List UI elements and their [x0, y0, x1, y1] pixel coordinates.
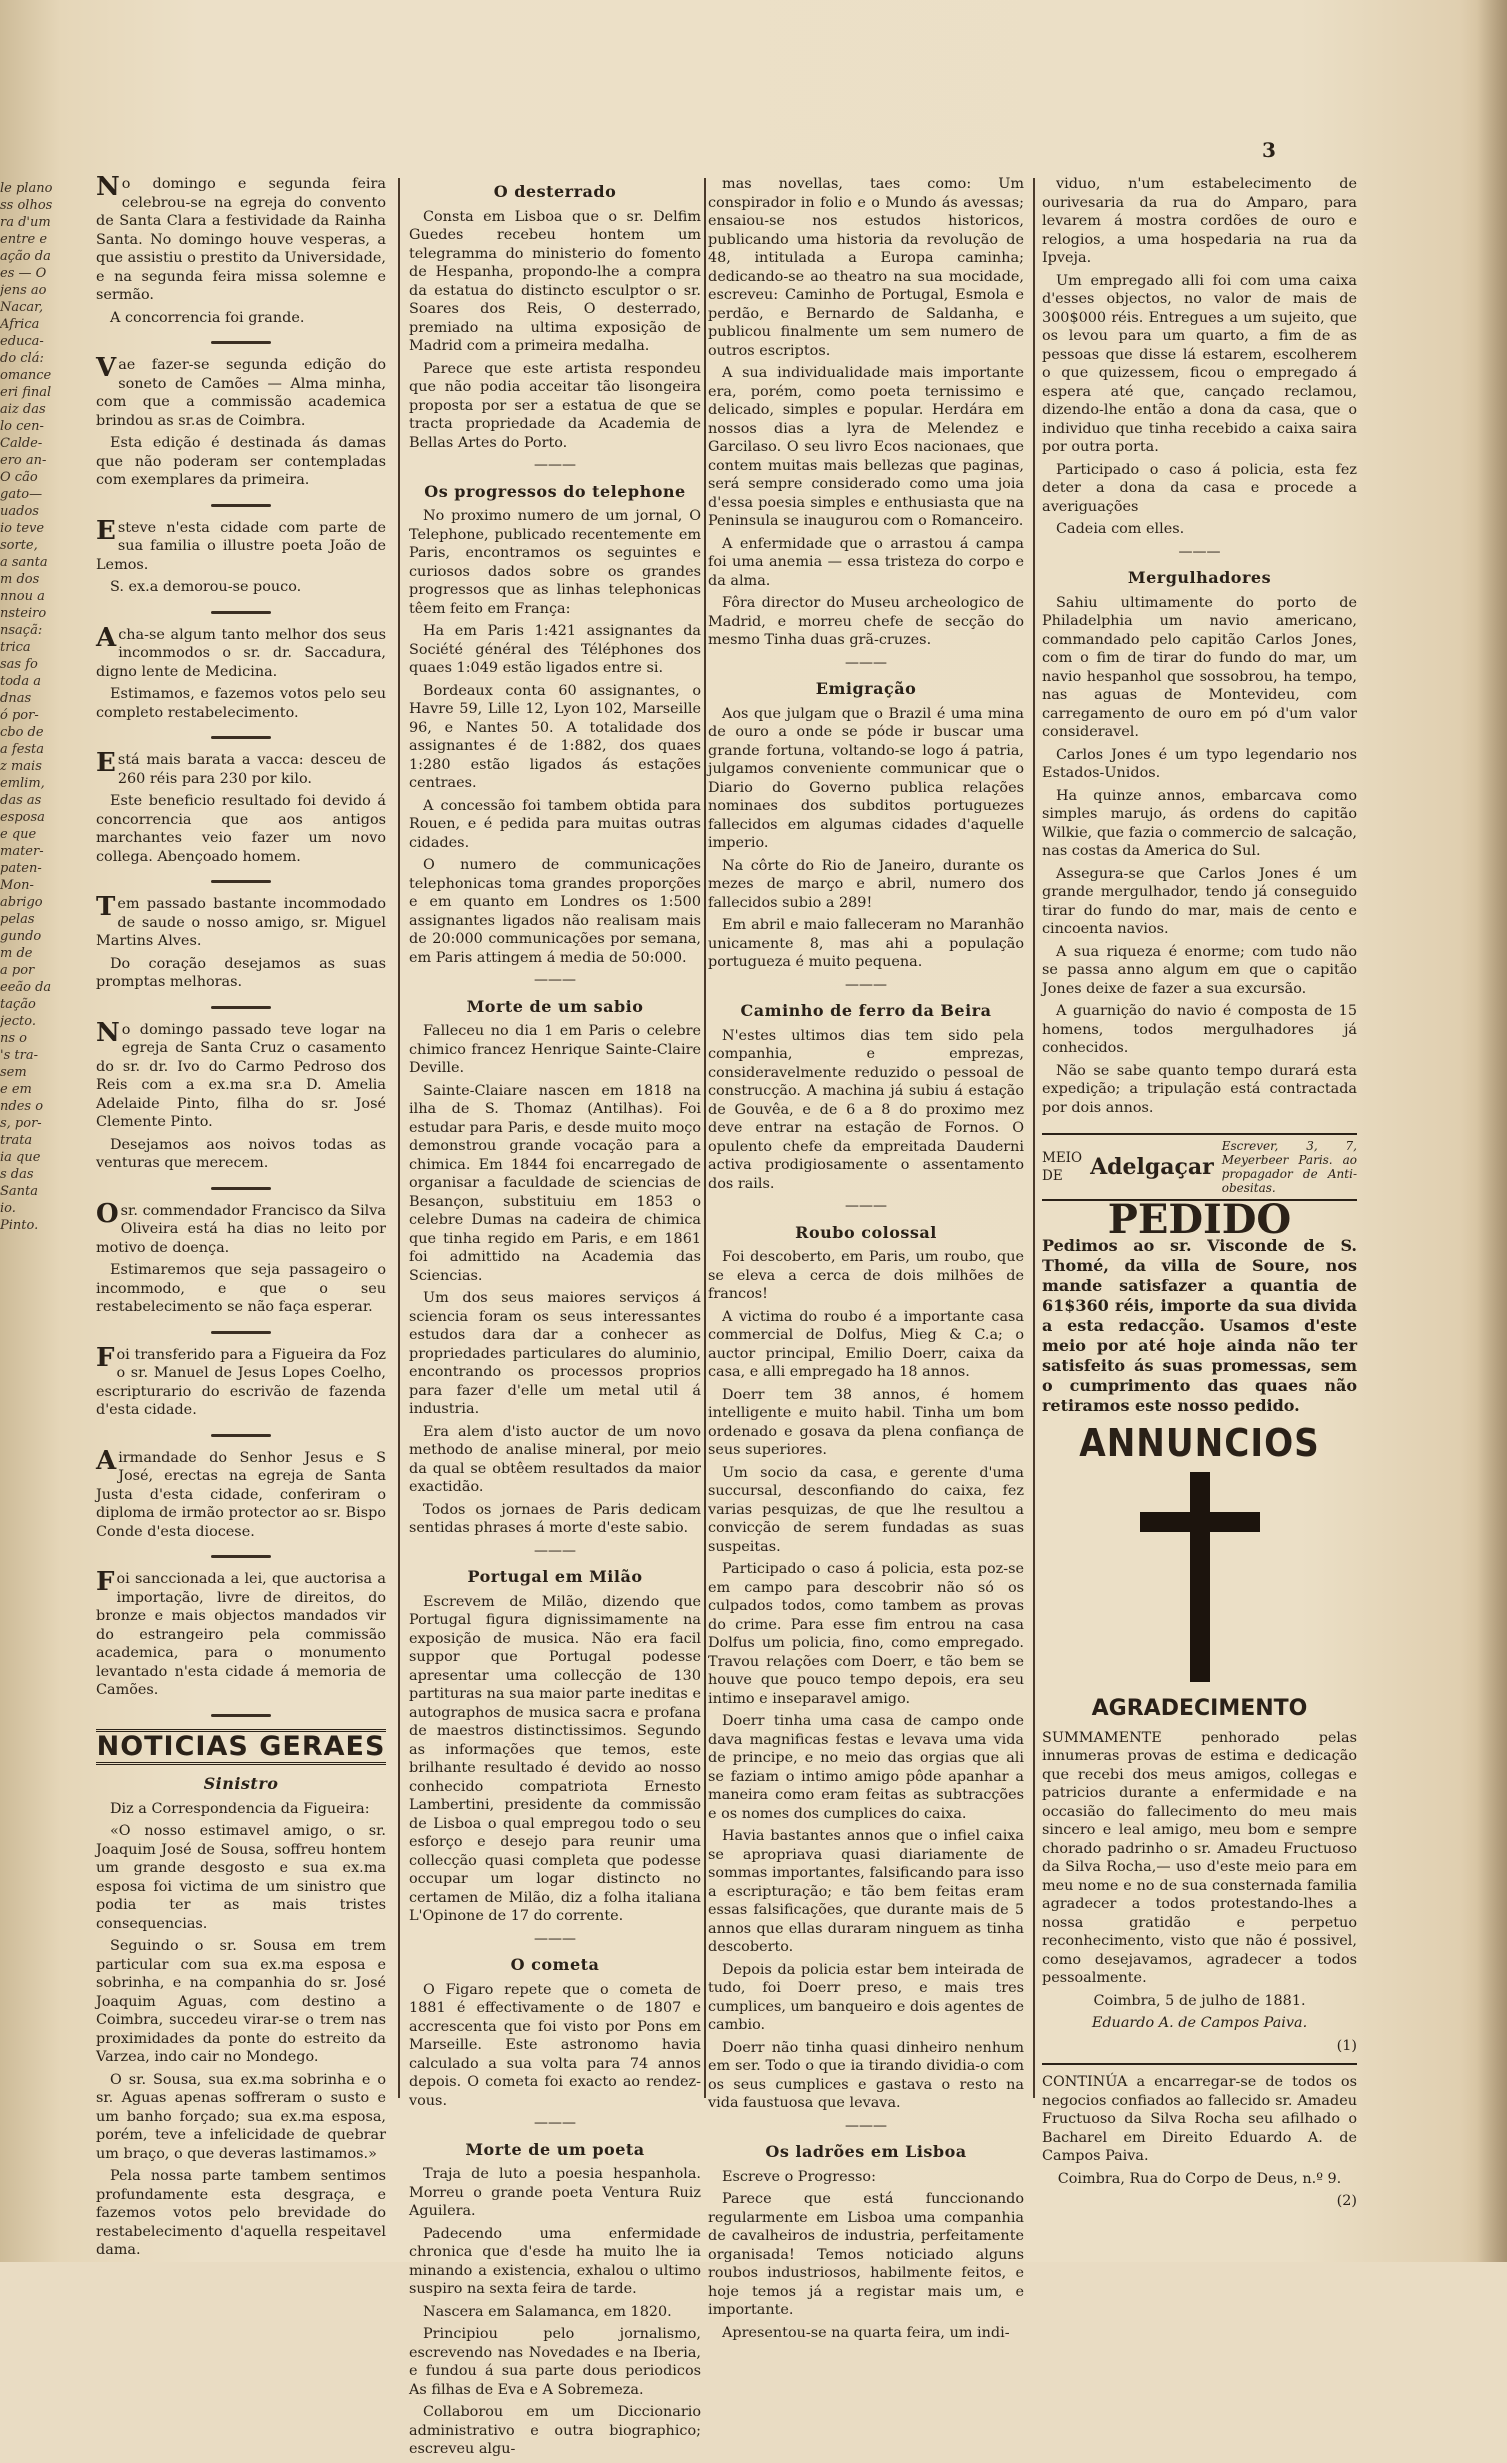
separator-flourish: [211, 1331, 271, 1334]
notice-body: cha-se algum tanto melhor dos seus incommodos o sr. dr. Saccadura, digno lente de Medicina.: [96, 626, 386, 680]
left-strip-fragment: eri final: [0, 385, 52, 400]
sinistro-paragraph: O sr. Sousa, sua ex.ma sobrinha e o sr. Aguas apenas soffreram o susto e um banho forçado; sua ex.ma esposa, porém, teve a infelicidade de quebrar um braço, o que deveras lastimamos.»: [96, 2071, 386, 2162]
left-strip-fragment: sem: [0, 1065, 27, 1080]
notice-body: em passado bastante incommodado de saude o nosso amigo, sr. Miguel Martins Alves.: [96, 896, 386, 949]
left-strip-fragment: trica: [0, 640, 31, 655]
article-paragraph: A victima do roubo é a importante casa commercial de Dolfus, Mieg & C.a; o auctor principal, Emilio Doerr, caixa da casa, e alli empregado ha 18 annos.: [708, 1308, 1024, 1380]
poeta-continued-paragraph: A sua individualidade mais importante era, porém, como poeta ternissimo e delicado, simples e popular. Herdára em nossos dias a lyra de Melendez e Garcilaso. O seu livro Ecos nacionaes, que contem muitas mais bellezas que paginas, será sempre considerado como uma joia d'essa poesia simples e enthusiasta que na Peninsula se inaugurou com o Romanceiro.: [708, 365, 1024, 529]
separator-flourish: [211, 880, 271, 883]
separator: ———: [845, 2117, 887, 2134]
left-strip-fragment: Calde-: [0, 436, 43, 451]
divider: [1042, 2063, 1357, 2065]
article-paragraph: Era alem d'isto auctor de um novo methodo de analise mineral, por meio da qual se obtêem resultados da maior exactidão.: [409, 1423, 701, 1495]
notice-text: [96, 622, 386, 682]
left-strip-fragment: sorte,: [0, 538, 38, 553]
article-title-mergulhadores: Mergulhadores: [1127, 568, 1272, 587]
article-paragraph: Havia bastantes annos que o infiel caixa se apropriava quasi diariamente de sommas importantes, falsificando para isso a escripturação; e tão bem feitas eram essas falsificações, que durante mais de 5 annos que ellas duraram ninguem as tinha descoberto.: [708, 1828, 1024, 1955]
separator: ———: [845, 976, 887, 993]
left-strip-fragment: sas fo: [0, 657, 38, 672]
article-title: O desterrado: [493, 182, 617, 201]
notice-body: oi transferido para a Figueira da Foz o sr. Manuel de Jesus Lopes Coelho, escripturario do escrivão de fazenda d'esta cidade.: [96, 1346, 386, 1418]
adelgacar-ad: [1042, 1133, 1357, 1201]
left-strip-fragment: gato—: [0, 487, 43, 502]
article-paragraph: Consta em Lisboa que o sr. Delfim Guedes recebeu hontem um telegramma do ministerio do fomento de Hespanha, propondo-lhe a compra da estatua do distincto esculptor o sr. Soares dos Reis, O desterrado, premiado na ultima exposição de Madrid com a primeira medalha.: [409, 208, 701, 354]
local-notice: [96, 622, 386, 723]
mourning-cross-icon: [1140, 1472, 1260, 1682]
left-strip-fragment: uados: [0, 504, 39, 519]
article-paragraph: Escreve o Progresso:: [722, 2168, 876, 2185]
left-strip-fragment: esposa: [0, 810, 45, 825]
left-strip-fragment: io teve: [0, 521, 45, 536]
separator: ———: [534, 1930, 576, 1947]
left-strip-fragment: e que: [0, 827, 37, 842]
separator: ———: [534, 2115, 576, 2131]
separator-flourish: [211, 736, 271, 739]
left-strip-fragment: dnas: [0, 691, 32, 706]
left-strip-fragment: toda a: [0, 674, 42, 689]
left-strip-fragment: ra d'um: [0, 215, 51, 230]
local-notice: [96, 515, 386, 597]
left-strip-fragment: emlim,: [0, 776, 45, 791]
article-paragraph: Apresentou-se na quarta feira, um indi-: [722, 2324, 1010, 2341]
left-strip-fragment: entre e: [0, 232, 48, 247]
drop-cap: A: [96, 622, 117, 653]
left-strip-fragment: s das: [0, 1167, 34, 1182]
ourivesaria-paragraph: Cadeia com elles.: [1056, 521, 1185, 537]
notice-extra: Estimaremos que seja passageiro o incommodo, e que o seu restabelecimento se não faça esperar.: [96, 1262, 386, 1315]
drop-cap: N: [96, 1017, 120, 1048]
left-strip-fragment: m dos: [0, 572, 40, 587]
pedido-text: Pedimos ao sr. Visconde de S. Thomé, da villa de Soure, nos mande satisfazer a quantia de 61$360 réis, importe da sua divida a esta redacção. Usamos d'este meio por até hoje ainda não ter satisfeito ás suas promessas, sem o cumprimento das quaes não retiramos este nosso pedido.: [1042, 1235, 1357, 1415]
left-strip-fragment: es — O: [0, 266, 47, 281]
left-strip-fragment: trata: [0, 1133, 33, 1148]
article-title: Os ladrões em Lisboa: [765, 2142, 967, 2161]
left-strip-fragment: tação: [0, 997, 36, 1012]
sinistro-paragraph: «O nosso estimavel amigo, o sr. Joaquim José de Sousa, soffreu hontem um grande desgosto e sua ex.ma esposa foi victima de um sinistro que podia ter as mais tristes consequencias.: [96, 1823, 386, 1932]
left-strip-fragment: abrigo: [0, 895, 43, 910]
local-notice: [96, 1567, 386, 1700]
article-paragraph: Escrevem de Milão, dizendo que Portugal figura dignissimamente na exposição de musica. Não era facil suppor que Portugal podesse apresentar uma collecção de 130 partituras na sua maior parte ineditas e autographos de musica sacra e profana de maestros distinctissimos. Segundo as informações que temos, este brilhante resultado é devido ao nosso conhecido compatriota Ernesto Lambertini, presidente da commissão de Lisboa o qual empregou todo o seu esforço e desejo para reunir uma collecção quasi completa que podesse occupar um logar distincto no certamen de Milão, diz a folha italiana L'Opinone de 17 do corrente.: [409, 1593, 701, 1924]
notice-text: [96, 748, 386, 788]
pedido-title: PEDIDO: [1107, 1196, 1292, 1243]
left-strip-fragment: Africa: [0, 317, 40, 332]
column-rule-2: [704, 178, 706, 2098]
article-paragraph: Collaborou em um Diccionario administrativo e outra biographico; escreveu algu-: [409, 2404, 701, 2457]
article-paragraph: Participado o caso á policia, esta poz-se em campo para descobrir não só os culpados todos, como tambem as provas do crime. Para esse fim entrou na casa Dolfus um policia, fino, como empregado. Travou relações com Doerr, e tão bem se houve que pouco tempo depois, era seu intimo e inseparavel amigo.: [708, 1561, 1024, 1707]
drop-cap: A: [96, 1445, 117, 1476]
left-strip-fragment: educa-: [0, 334, 44, 349]
poeta-continued-paragraph: A enfermidade que o arrastou á campa foi uma anemia — essa tristeza do corpo e da alma.: [708, 535, 1024, 589]
left-strip-fragment: z mais: [0, 759, 42, 774]
left-strip-fragment: paten-: [0, 861, 42, 876]
agradecimento-number: (1): [1336, 2037, 1357, 2054]
left-strip-fragment: ss olhos: [0, 198, 53, 213]
article-paragraph: Na côrte do Rio de Janeiro, durante os mezes de março e abril, numero dos fallecidos subio a 289!: [708, 857, 1024, 911]
mergulhadores-paragraph: Assegura-se que Carlos Jones é um grande mergulhador, tendo já conseguido tirar do fundo do mar, mais de cento e cincoenta navios.: [1042, 865, 1357, 937]
left-strip-fragment: aiz das: [0, 402, 46, 417]
article-paragraph: Sainte-Claiare nascen em 1818 na ilha de S. Thomaz (Antilhas). Foi estudar para Paris, e desde muito moço demonstrou grande vocação para a chimica. Em 1844 foi encarregado de organisar a faculdade de sciencias de Besançon, substituiu em 1853 o celebre Dumas na cadeira de chimica que tinha regido em Paris, e em 1861 foi admittido na Academia das Sciencias.: [409, 1082, 701, 1284]
separator: ———: [534, 972, 576, 988]
separator: ———: [534, 1542, 576, 1559]
notice-extra: Do coração desejamos as suas promptas melhoras.: [96, 955, 386, 990]
left-strip-fragment: O cão: [0, 470, 38, 485]
article-title: Portugal em Milão: [467, 1567, 643, 1586]
local-notice: [96, 1017, 386, 1173]
article-title: O cometa: [510, 1955, 600, 1974]
article-paragraph: N'estes ultimos dias tem sido pela companhia, e emprezas, consideravelmente reduzido o pessoal de construcção. A machina já subiu á estação de Gouvêa, e de 6 a 8 do proximo mez deve entrar na estação de Fornos. O opulento chefe da empreitada Dauderni activa prodigiosamente o assentamento dos rails.: [708, 1027, 1024, 1192]
ad-prefix: MEIO DE: [1042, 1149, 1083, 1184]
separator-flourish: [211, 1714, 271, 1717]
notice-text: [96, 515, 386, 575]
left-strip-fragment: Santa: [0, 1184, 39, 1199]
notice-body: o domingo passado teve logar na egreja de Santa Cruz o casamento do sr. dr. Ivo do Carmo Pedroso dos Reis com a ex.ma sr.a D. Amelia Adelaide Pinto, filha do sr. José Clemente Pinto.: [96, 1021, 386, 1130]
article-paragraph: Aos que julgam que o Brazil é uma mina de ouro a onde se póde ir buscar uma grande fortuna, voltando-se logo á patria, julgamos conveniente communicar que o Diario do Governo publica relações nominaes dos subditos portuguezes fallecidos em algumas cidades d'aquelle imperio.: [708, 705, 1024, 851]
local-notice: [96, 353, 386, 490]
left-strip-fragment: Nacar,: [0, 300, 44, 315]
article-paragraph: Padecendo uma enfermidade chronica que d'esde ha muito lhe ia minando a existencia, exhalou o ultimo suspiro na sexta feira de tarde.: [409, 2225, 701, 2297]
left-strip-fragment: Mon-: [0, 878, 34, 893]
left-strip-fragment: nnou a: [0, 589, 45, 604]
article-paragraph: O Figaro repete que o cometa de 1881 é effectivamente o de 1807 e accrescenta que foi visto por Pons em Marseille. Este astronomo havia calculado a sua volta para 74 annos depois. O cometa foi exacto ao rendez-vous.: [409, 1981, 701, 2109]
left-strip-fragment: ndes o: [0, 1099, 44, 1114]
agradecimento-text: SUMMAMENTE penhorado pelas innumeras provas de estima e dedicação que recebi dos meus amigos, collegas e patricios durante a enfermidade e na occasião do fallecimento do meu mais sincero e leal amigo, meu bom e sempre chorado padrinho o sr. Amadeu Fructuoso da Silva Rocha,— uso d'este meio para em meu nome e no de sua consternada familia agradecer a todos protestando-lhes a nossa gratidão e perpetuo reconhecimento, visto que não é possivel, como desejavamos, agradecer a todos pessoalmente.: [1042, 1729, 1357, 1986]
separator-flourish: [211, 1555, 271, 1558]
drop-cap: N: [96, 172, 120, 202]
notice-body: steve n'esta cidade com parte de sua familia o illustre poeta João de Lemos.: [96, 519, 386, 573]
article-title: Morte de um poeta: [465, 2139, 645, 2159]
mergulhadores-paragraph: Carlos Jones é um typo legendario nos Estados-Unidos.: [1042, 746, 1357, 781]
left-strip-fragment: pelas: [0, 912, 35, 927]
poeta-continued-paragraph: Fôra director do Museu archeologico de Madrid, e morreu chefe de secção do mesmo Tinha duas grã-cruzes.: [708, 595, 1024, 648]
article-paragraph: Todos os jornaes de Paris dedicam sentidas phrases á morte d'este sabio.: [409, 1501, 701, 1536]
left-strip-fragment: nsaçã:: [0, 623, 43, 638]
notice-extra: Este beneficio resultado foi devido á concorrencia que aos antigos marchantes veio fazer um novo collega. Abençoado homem.: [96, 793, 386, 865]
notice-extra: Estimamos, e fazemos votos pelo seu completo restabelecimento.: [96, 686, 386, 721]
sinistro-paragraph: Seguindo o sr. Sousa em trem particular com sua ex.ma esposa e sobrinha, e na companhia do sr. José Joaquim Aguas, com destino a Coimbra, succedeu virar-se o trem nas proximidades da ponte do estreito da Varzea, indo cair no Mondego.: [96, 1938, 386, 2065]
final-ad-number: (2): [1336, 2193, 1357, 2209]
separator-flourish: [211, 611, 271, 614]
ourivesaria-paragraph: Participado o caso á policia, esta fez deter a dona da casa e procede a averiguações: [1042, 461, 1357, 515]
column-rule-1: [398, 178, 400, 2098]
left-strip-fragment: m de: [0, 946, 33, 961]
drop-cap: V: [96, 353, 117, 383]
ourivesaria-paragraph: viduo, n'um estabelecimento de ourivesaria da rua do Amparo, para levarem á mostra cordões de ouro e relogios, a uma hospedaria na rua da Ipveja.: [1042, 176, 1357, 266]
notice-extra: S. ex.a demorou-se pouco.: [110, 579, 302, 595]
sinistro-intro: Diz a Correspondencia da Figueira:: [110, 1800, 370, 1817]
article-paragraph: O numero de communicações telephonicas toma grandes proporções e em quanto em Londres os 1:500 assignantes ligados não realisam mais de 20:000 communicações por semana, em Paris attingem á media de 50:000.: [409, 857, 701, 966]
local-notice: [96, 748, 386, 866]
article-paragraph: No proximo numero de um jornal, O Telephone, publicado recentemente em Paris, encontramos os seguintes e curiosos dados sobre os grandes progressos que as linhas telephonicas têem feito em França:: [409, 508, 701, 617]
section-title-noticias-geraes: NOTICIAS GERAES: [96, 1729, 386, 1766]
article-title: Caminho de ferro da Beira: [740, 1001, 992, 1020]
article-title: Os progressos do telephone: [424, 481, 686, 501]
article-paragraph: Em abril e maio falleceram no Maranhão unicamente 8, mas ahi a população portugueza é muito pequena.: [708, 917, 1024, 970]
notice-text: [96, 353, 386, 430]
local-notice: [96, 1198, 386, 1317]
drop-cap: F: [96, 1567, 115, 1597]
local-notices: [96, 172, 386, 1717]
notice-text: [96, 1198, 386, 1258]
sinistro-body: [96, 1822, 386, 2260]
notice-text: [96, 1567, 386, 1700]
left-strip-fragment: mater-: [0, 844, 44, 859]
drop-cap: F: [96, 1342, 115, 1373]
drop-cap: O: [96, 1198, 119, 1229]
notice-body: oi sanccionada a lei, que auctorisa a importação, livre de direitos, do bronze e mais objectos mandados vir do estrangeiro pela commissão academica, para o monumento levantado n'esta cidade á memoria de Camões.: [96, 1571, 386, 1698]
mergulhadores-body: [1042, 594, 1357, 1118]
left-strip-fragment: le plano: [0, 181, 53, 196]
article-paragraph: Parece que está funccionando regularmente em Lisboa uma companhia de cavalheiros de industria, perfeitamente organisada! Temos noticiado alguns roubos industriosos, habilmente feitos, e hoje temos já a registar mais um, e importante.: [708, 2191, 1024, 2318]
page-number: 3: [1262, 138, 1276, 162]
local-notice: [96, 1445, 386, 1542]
final-ad-text: CONTINÚA a encarregar-se de todos os negocios confiados ao fallecido sr. Amadeu Fructuoso da Silva Rocha seu afilhado o Bacharel em Direito Eduardo A. de Campos Paiva.: [1042, 2074, 1357, 2164]
separator-flourish: [211, 1187, 271, 1190]
notice-extra: A concorrencia foi grande.: [110, 309, 305, 326]
notice-text: [96, 1342, 386, 1420]
agradecimento-title: AGRADECIMENTO: [1091, 1696, 1308, 1721]
article-paragraph: Depois da policia estar bem inteirada de tudo, foi Doerr preso, e mais tres cumplices, um banqueiro e dois agentes de cambio.: [708, 1961, 1024, 2033]
article-paragraph: Bordeaux conta 60 assignantes, o Havre 59, Lille 12, Lyon 102, Marseille 96, e Nantes 50. A totalidade dos assignantes é de 1:882, dos quaes 1:280 estão ligados ás estações centraes.: [409, 682, 701, 791]
article-paragraph: Foi descoberto, em Paris, um roubo, que se eleva a cerca de dois milhões de francos!: [708, 1249, 1024, 1302]
separator: ———: [1178, 543, 1221, 560]
page-edge-shadow: [1477, 0, 1507, 2262]
article-paragraph: A concessão foi tambem obtida para Rouen, e é pedida para muitas outras cidades.: [409, 797, 701, 851]
article-paragraph: Doerr não tinha quasi dinheiro nenhum em ser. Todo o que ia tirando dividia-o com os seus cumplices e gastava o resto na vida faustuosa que levava.: [708, 2039, 1024, 2111]
article-paragraph: Principiou pelo jornalismo, escrevendo nas Novedades e na Iberia, e fundou á sua parte dous periodicos As filhas de Eva e A Sobremeza.: [409, 2326, 701, 2398]
article-title: Morte de um sabio: [466, 996, 644, 1016]
ad-brand: Adelgaçar: [1090, 1153, 1214, 1180]
column-3: [708, 175, 1024, 2346]
ourivesaria-continued: [1042, 175, 1357, 539]
local-notice: [96, 892, 386, 992]
column-1: [96, 172, 386, 2264]
left-strip-fragment: a santa: [0, 555, 48, 570]
left-strip-fragment: a festa: [0, 742, 45, 757]
left-strip-fragment: das as: [0, 793, 42, 808]
left-strip-fragment: a por: [0, 963, 35, 978]
annuncios-title: ANNUNCIOS: [1079, 1420, 1320, 1465]
notice-body: ae fazer-se segunda edição do soneto de Camões — Alma minha, com que a commissão academica brindou as sr.as de Coimbra.: [96, 357, 386, 429]
notice-text: [96, 892, 386, 951]
left-strip-fragment: s, por-: [0, 1116, 42, 1131]
drop-cap: E: [96, 748, 116, 778]
ourivesaria-paragraph: Um empregado alli foi com uma caixa d'esses objectos, no valor de mais de 300$000 réis. Entregues a um sujeito, que os levou para um quarto, a fim de as pessoas que disse lá estarem, escolherem o que quizessem, ficou o empregado á espera até que, cançado reclamou, dizendo-lhe então a dona da casa, que o individuo que tinha recebido a caixa saira por outra porta.: [1042, 272, 1357, 455]
left-strip-fragment: ns o: [0, 1031, 28, 1046]
article-paragraph: Doerr tem 38 annos, é homem intelligente e muito habil. Tinha um bom ordenado e gosava da plena confiança de seus superiores.: [708, 1386, 1024, 1458]
left-strip-fragment: Pinto.: [0, 1218, 39, 1233]
article-paragraph: Ha em Paris 1:421 assignantes da Société général des Téléphones dos quaes 1:049 estão ligados entre si.: [409, 623, 701, 676]
column-4: [1042, 175, 1357, 2215]
separator-flourish: [211, 1434, 271, 1437]
notice-body: stá mais barata a vacca: desceu de 260 réis para 230 por kilo.: [117, 752, 386, 787]
mergulhadores-paragraph: Ha quinze annos, embarcava como simples marujo, ás ordens do capitão Wilkie, que fazia o commercio de salcação, nas costas da America do Sul.: [1042, 787, 1357, 859]
separator: ———: [534, 457, 576, 473]
left-strip-fragment: do clá:: [0, 351, 44, 366]
article-paragraph: Doerr tinha uma casa de campo onde dava magnificas festas e levava uma vida de principe, e no meio das orgias que ali se faziam o intimo amigo pôde apanhar a maneira como eram feitas as subtracções e os nomes dos cumplices do caixa.: [708, 1713, 1024, 1822]
article-paragraph: Falleceu no dia 1 em Paris o celebre chimico francez Henrique Sainte-Claire Deville.: [409, 1023, 701, 1076]
left-margin-strip: [0, 180, 52, 1234]
article-title: Roubo colossal: [795, 1222, 937, 1242]
mergulhadores-paragraph: Sahiu ultimamente do porto de Philadelphia um navio americano, commandado pelo capitão Carlos Jones, com o fim de tirar do fundo do mar, um navio hespanhol que sossobrou, ha tempo, nas aguas de Montevideu, com carregamento de ouro em pó d'um valor consideravel.: [1042, 594, 1357, 740]
drop-cap: T: [96, 892, 116, 922]
article-paragraph: Nascera em Salamanca, em 1820.: [423, 2303, 672, 2320]
agradecimento-date: Coimbra, 5 de julho de 1881.: [1093, 1992, 1306, 2009]
drop-cap: E: [96, 515, 116, 546]
local-notice: [96, 172, 386, 327]
separator-flourish: [211, 1006, 271, 1009]
notice-text: [96, 1017, 386, 1132]
agradecimento-signature: Eduardo A. de Campos Paiva.: [1091, 2015, 1308, 2031]
separator: ———: [845, 654, 887, 671]
notice-extra: Desejamos aos noivos todas as venturas que merecem.: [96, 1136, 386, 1171]
separator: ———: [845, 1198, 887, 1214]
left-strip-fragment: 's tra-: [0, 1048, 38, 1063]
mergulhadores-paragraph: Não se sabe quanto tempo durará esta expedição; a tripulação está contractada por dois annos.: [1042, 1062, 1357, 1116]
left-strip-fragment: gundo: [0, 929, 42, 944]
article-paragraph: Um socio da casa, e gerente d'uma succursal, desconfiando do caixa, fez varias pesquizas, de que lhe resultou a convicção de serem fundadas as suas suspeitas.: [708, 1464, 1024, 1555]
sinistro-paragraph: Pela nossa parte tambem sentimos profundamente esta desgraça, e fazemos votos pelo brevidade do restabelecimento d'aquella respeitavel dama.: [96, 2168, 386, 2258]
left-strip-fragment: omance: [0, 368, 52, 383]
left-strip-fragment: jecto.: [0, 1014, 36, 1029]
notice-text: [96, 1445, 386, 1542]
left-strip-fragment: ó por-: [0, 708, 39, 723]
notice-text: [96, 172, 386, 305]
article-title-sinistro: Sinistro: [203, 1774, 279, 1793]
ad-text: Escrever, 3, 7, Meyerbeer Paris. ao propagador de Anti-obesitas.: [1221, 1139, 1357, 1195]
local-notice: [96, 1342, 386, 1420]
left-strip-fragment: io.: [0, 1201, 16, 1216]
notice-body: sr. commendador Francisco da Silva Oliveira está ha dias no leito por motivo de doença.: [96, 1202, 386, 1256]
left-strip-fragment: eeão da: [0, 980, 52, 995]
mergulhadores-paragraph: A guarnição do navio é composta de 15 homens, todos mergulhadores já conhecidos.: [1042, 1003, 1357, 1056]
poeta-continued-paragraph: mas novellas, taes como: Um conspirador in folio e o Mundo ás avessas; ensaiou-se nos estudos historicos, publicando uma historia da revolução de 48, intitulada a Europa caminha; dedicando-se ao theatro na sua mocidade, escreveu: Caminho de Portugal, Esmola e perdão, e Bernardo de Saldanha, e publicou finalmente um sem numero de outros escriptos.: [708, 176, 1024, 359]
column-2: [409, 175, 701, 2463]
left-strip-fragment: e em: [0, 1082, 32, 1097]
left-strip-fragment: ia que: [0, 1150, 41, 1165]
notice-extra: Esta edição é destinada ás damas que não poderam ser contempladas com exemplares da primeira.: [96, 435, 386, 488]
article-paragraph: Um dos seus maiores serviços á sciencia foram os seus interessantes estudos dara dar a conhecer as propriedades particulares do aluminio, encontrando os processos proprios para fazer d'elle um metal util á industria.: [409, 1290, 701, 1417]
separator-flourish: [211, 341, 271, 344]
article-paragraph: Parece que este artista respondeu que não podia acceitar tão lisongeira proposta por ser a estatua de que se tracta propriedade da Academia de Bellas Artes do Porto.: [409, 360, 701, 451]
separator-flourish: [211, 504, 271, 507]
final-ad-address: Coimbra, Rua do Corpo de Deus, n.º 9.: [1057, 2170, 1342, 2187]
left-strip-fragment: nsteiro: [0, 606, 47, 621]
left-strip-fragment: ação da: [0, 249, 51, 264]
column-rule-3: [1033, 178, 1035, 2098]
notice-body: o domingo e segunda feira celebrou-se na egreja do convento de Santa Clara a festividade da Rainha Santa. No domingo houve vesperas, a que assistiu o prestito da Universidade, e na segunda feira missa solemne e sermão.: [96, 176, 386, 303]
left-strip-fragment: cbo de: [0, 725, 44, 740]
left-strip-fragment: lo cen-: [0, 419, 44, 434]
left-strip-fragment: ero an-: [0, 453, 47, 468]
left-strip-fragment: jens ao: [0, 283, 47, 298]
notice-body: irmandade do Senhor Jesus e S José, erectas na egreja de Santa Justa d'esta cidade, conferiram o diploma de irmão protector ao sr. Bispo Conde d'esta diocese.: [96, 1449, 386, 1540]
article-title: Emigração: [815, 679, 917, 698]
article-paragraph: Traja de luto a poesia hespanhola. Morreu o grande poeta Ventura Ruiz Aguilera.: [409, 2166, 701, 2219]
mergulhadores-paragraph: A sua riqueza é enorme; com tudo não se passa anno algum em que o capitão Jones deixe de fazer a sua excursão.: [1042, 943, 1357, 997]
